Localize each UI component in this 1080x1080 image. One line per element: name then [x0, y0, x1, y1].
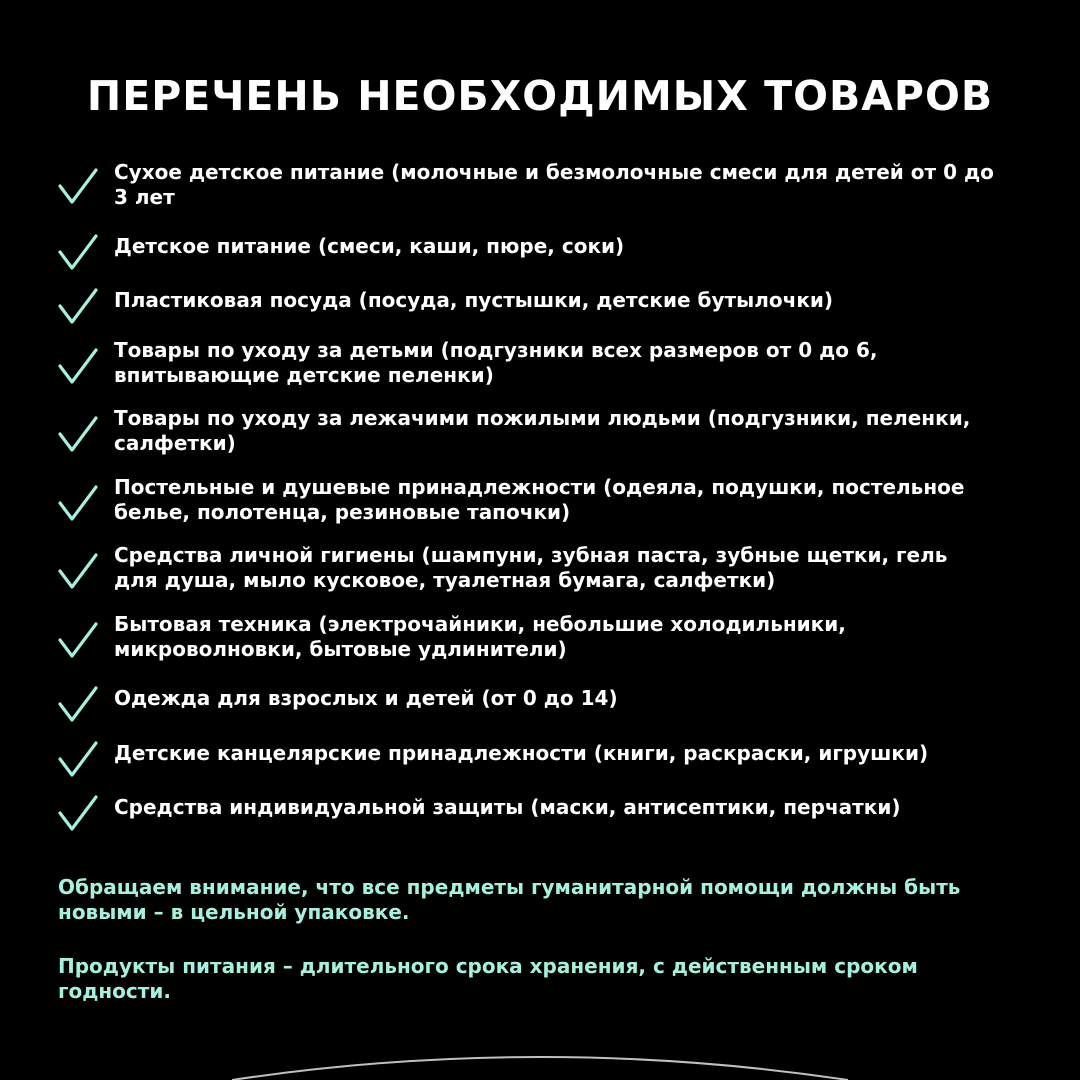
- checkmark-icon: [56, 618, 100, 662]
- list-item: [56, 234, 1016, 294]
- list-item: [56, 686, 1016, 746]
- list-item-label: Сухое детское питание (молочные и безмолочные смеси для детей от 0 до 3 лет: [114, 160, 994, 209]
- checkmark-icon: [56, 164, 100, 208]
- list-item-label: Средства индивидуальной защиты (маски, антисептики, перчатки): [114, 795, 901, 819]
- list-item: [56, 406, 1016, 466]
- list-item: [56, 612, 1016, 672]
- list-item-label: Бытовая техника (электрочайники, небольшие холодильники, микроволновки, бытовые удлинители): [114, 612, 846, 661]
- checkmark-icon: [56, 791, 100, 835]
- list-item-label: Детские канцелярские принадлежности (книги, раскраски, игрушки): [114, 741, 929, 765]
- decorative-arc: [0, 1040, 1080, 1080]
- list-item-label: Товары по уходу за детьми (подгузники всех размеров от 0 до 6, впитывающие детские пеленки): [114, 338, 878, 387]
- list-item: [56, 795, 1016, 855]
- checkmark-icon: [56, 284, 100, 328]
- checkmark-icon: [56, 412, 100, 456]
- checkmark-icon: [56, 230, 100, 274]
- list-item-label: Постельные и душевые принадлежности (одеяла, подушки, постельное белье, полотенца, резиновые тапочки): [114, 475, 965, 524]
- checkmark-icon: [56, 737, 100, 781]
- list-item: [56, 741, 1016, 801]
- list-item: [56, 543, 1016, 603]
- list-item-label: Одежда для взрослых и детей (от 0 до 14): [114, 686, 618, 710]
- list-item-label: Товары по уходу за лежачими пожилыми людьми (подгузники, пеленки, салфетки): [114, 406, 971, 455]
- list-item: [56, 338, 1016, 398]
- checkmark-icon: [56, 682, 100, 726]
- notice-text: Обращаем внимание, что все предметы гуманитарной помощи должны быть новыми – в цельной упаковке.: [58, 875, 961, 924]
- list-item-label: Детское питание (смеси, каши, пюре, соки): [114, 234, 625, 258]
- checkmark-icon: [56, 344, 100, 388]
- list-item-label: Пластиковая посуда (посуда, пустышки, детские бутылочки): [114, 288, 834, 312]
- list-item: [56, 475, 1016, 535]
- page-title: ПЕРЕЧЕНЬ НЕОБХОДИМЫХ ТОВАРОВ: [86, 72, 994, 120]
- notice-text: Продукты питания – длительного срока хранения, с действенным сроком годности.: [58, 954, 918, 1003]
- list-item-label: Средства личной гигиены (шампуни, зубная паста, зубные щетки, гель для душа, мыло кусковое, туалетная бумага, салфетки): [114, 543, 948, 592]
- checkmark-icon: [56, 481, 100, 525]
- checkmark-icon: [56, 549, 100, 593]
- list-item: [56, 160, 1016, 220]
